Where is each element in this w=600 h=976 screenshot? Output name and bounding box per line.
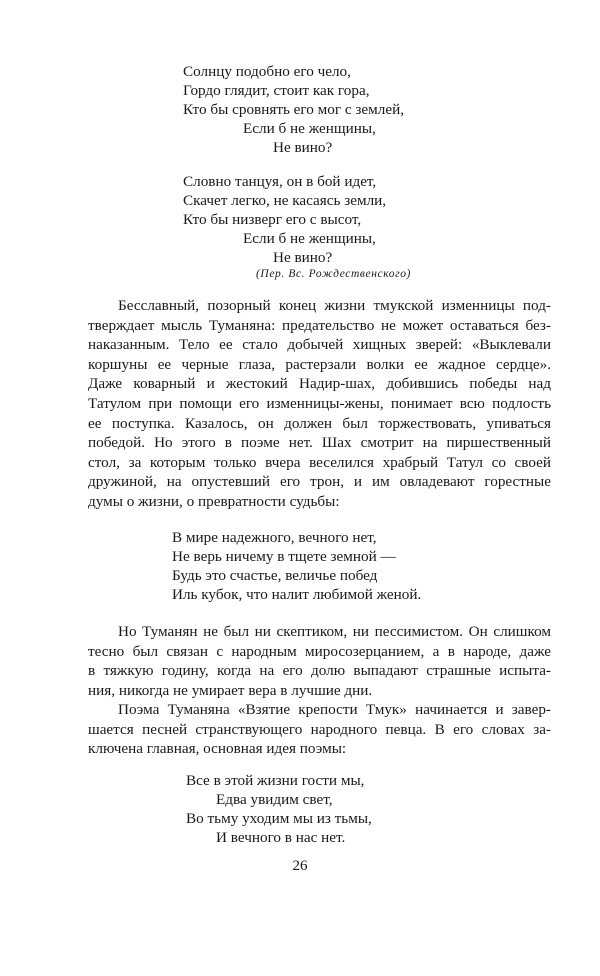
- paragraph-line: Бесславный, позорный конец жизни тмукской изменницы под-: [118, 297, 551, 314]
- verse-line: Кто бы сровнять его мог с землей,: [183, 101, 405, 118]
- paragraph-line: Татулом при помощи его изменницы-жены, понимает всю подлость: [88, 394, 551, 412]
- paragraph-line: ключена главная, основная идея поэмы:: [88, 740, 347, 758]
- verse-line: И вечного в нас нет.: [216, 829, 346, 846]
- paragraph-line: победой. Но этого в поэме нет. Шах смотрит на пиршественный: [88, 434, 551, 452]
- paragraph-line: шается песней странствующего народного певца. В его словах за-: [88, 720, 551, 738]
- paragraph-line: наказанным. Тело ее стало добычей хищных зверей: «Выклевали: [88, 336, 551, 354]
- paragraph-1: [88, 296, 551, 512]
- verse-line: Скачет легко, не касаясь земли,: [183, 192, 387, 209]
- paragraph-line: тесно был связан с народным миросозерцанием, а в народе, даже: [88, 642, 551, 660]
- paragraph-line: дружиной, на опустевший его трон, и им овладевают горестные: [88, 473, 551, 491]
- paragraph-line: Поэма Туманяна «Взятие крепости Тмук» начинается и завер-: [118, 701, 551, 718]
- verse-line: Не вино?: [273, 139, 333, 156]
- paragraph-line: ния, никогда не умирает вера в лучшие дни.: [88, 681, 373, 699]
- paragraph-line: Но Туманян не был ни скептиком, ни пессимистом. Он слишком: [118, 623, 551, 640]
- verse-line: Все в этой жизни гости мы,: [186, 772, 365, 789]
- verse-line: Словно танцуя, он в бой идет,: [183, 173, 377, 190]
- paragraph-line: ее поступка. Казалось, он должен был торжествовать, упиваться: [88, 414, 551, 432]
- verse-line: Будь это счастье, величье побед: [172, 567, 378, 584]
- paragraph-line: Даже коварный и жестокий Надир-шах, добившись победы над: [88, 375, 551, 393]
- verse-line: Не вино?: [273, 249, 333, 266]
- poem-stanza-2: [183, 172, 386, 267]
- verse-line: Едва увидим свет,: [216, 791, 333, 808]
- verse-line: Иль кубок, что налит любимой женой.: [172, 586, 422, 603]
- page-number: 26: [292, 858, 308, 874]
- verse-line: Если б не женщины,: [243, 120, 376, 137]
- paragraph-line: тверждает мысль Туманяна: предательство не может оставаться без-: [88, 316, 551, 334]
- paragraph-line: стол, за которым только вчера веселился храбрый Татул со своей: [88, 453, 551, 471]
- paragraph-line: коршуны ее черные глаза, растерзали волки ее жадное сердце».: [88, 355, 551, 373]
- translator-credit: (Пер. Вс. Рождественского): [256, 268, 411, 280]
- poem-stanza-4: [186, 771, 372, 847]
- verse-line: Солнцу подобно его чело,: [183, 63, 351, 80]
- paragraph-line: думы о жизни, о превратности судьбы:: [88, 492, 340, 510]
- poem-stanza-1: [183, 62, 404, 157]
- poem-stanza-3: [172, 528, 421, 604]
- verse-line: Кто бы низверг его с высот,: [183, 211, 362, 228]
- verse-line: Во тьму уходим мы из тьмы,: [186, 810, 372, 827]
- paragraph-3: [88, 700, 551, 759]
- paragraph-2: [88, 622, 551, 700]
- verse-line: В мире надежного, вечного нет,: [172, 529, 377, 546]
- verse-line: Если б не женщины,: [243, 230, 376, 247]
- verse-line: Не верь ничему в тщете земной —: [172, 548, 396, 565]
- verse-line: Гордо глядит, стоит как гора,: [183, 82, 370, 99]
- paragraph-line: в тяжкую годину, когда на его долю выпадают страшные испыта-: [88, 662, 551, 680]
